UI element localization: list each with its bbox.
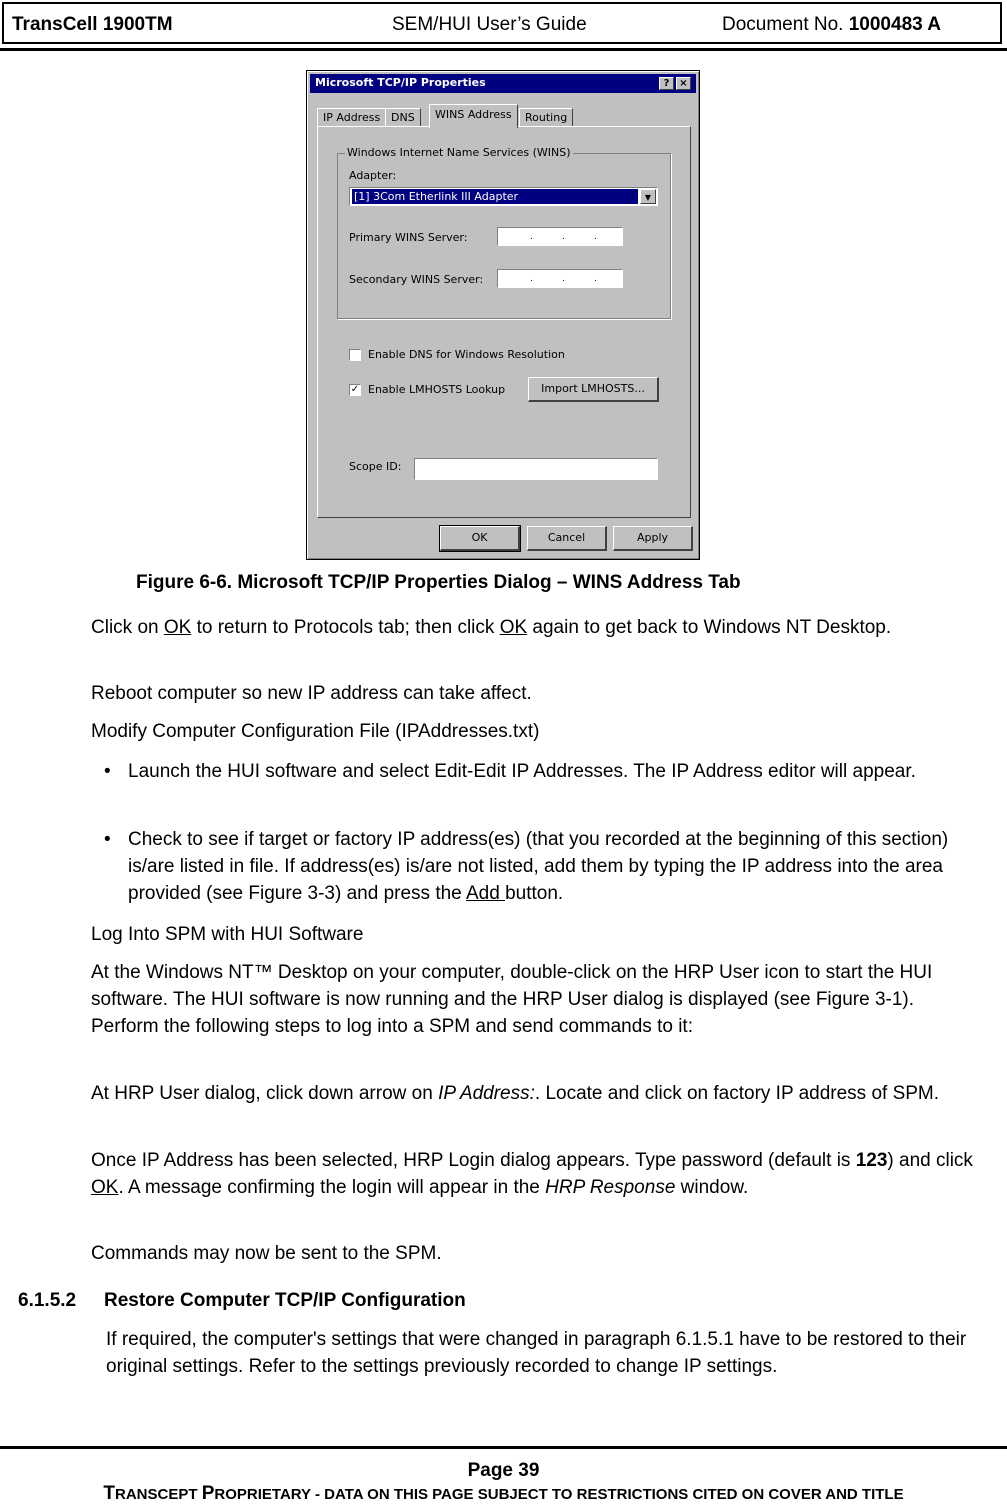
tcpip-properties-dialog [306,70,700,560]
paragraph-login-dialog: Once IP Address has been selected, HRP Login dialog appears. Type password (default is 123) and click OK. A message confirming the login will appear in the HRP Response window. [91,1150,973,1198]
tab-ip-address[interactable]: IP Address [317,108,386,127]
close-button[interactable]: × [676,77,691,90]
import-lmhosts-button[interactable]: Import LMHOSTS... [528,377,659,402]
ok-button[interactable]: OK [440,526,520,551]
primary-wins-label: Primary WINS Server: [349,231,468,244]
dialog-title: Microsoft TCP/IP Properties [315,76,486,89]
paragraph-reboot: Reboot computer so new IP address can take affect. [91,683,532,704]
enable-dns-checkbox[interactable] [349,349,361,361]
tab-dns[interactable]: DNS [385,108,421,127]
paragraph-click-ok: Click on OK to return to Protocols tab; then click OK again to get back to Windows NT Desktop. [91,617,892,638]
section-number: 6.1.5.2 [18,1290,77,1311]
tab-routing[interactable]: Routing [519,108,573,127]
wins-tab-panel [317,126,691,518]
dialog-titlebar [310,74,696,93]
paragraph-modify-config: Modify Computer Configuration File (IPAddresses.txt) [91,721,540,742]
list-item-launch: • Launch the HUI software and select Edit-Edit IP Addresses. The IP Address editor will appear. [104,761,916,782]
paragraph-windows-desktop: At the Windows NT™ Desktop on your computer, double-click on the HRP User icon to start the HUI software. The HUI software is now running and the HRP User dialog is displayed (see Figure 3-1). Perform the following steps to log into a SPM and send commands to it: [91,962,933,1037]
proprietary-notice: TRANSCEPT PROPRIETARY - DATA ON THIS PAGE SUBJECT TO RESTRICTIONS CITED ON COVER AND TITLE [103,1483,904,1504]
paragraph-ip-address-select: At HRP User dialog, click down arrow on IP Address:. Locate and click on factory IP address of SPM. [91,1083,940,1104]
list-item-check-address: • Check to see if target or factory IP address(es) (that you recorded at the beginning of this section) is/are listed in file. If address(es) is/are not listed, add them by typing the IP address into the area provided (see Figure 3-3) and press the Add button. [104,829,949,904]
header-guide-title: SEM/HUI User’s Guide [392,14,587,35]
paragraph-commands: Commands may now be sent to the SPM. [91,1243,442,1264]
cancel-button[interactable]: Cancel [527,526,607,551]
paragraph-restore: If required, the computer's settings that were changed in paragraph 6.1.5.1 have to be restored to their original settings. Refer to the settings previously recorded to change IP settings. [106,1329,967,1377]
header-rule [0,48,1007,51]
page-number: Page 39 [467,1460,540,1481]
enable-lmhosts-checkbox[interactable]: ✓ [350,384,360,395]
enable-dns-label: Enable DNS for Windows Resolution [368,348,565,361]
header-product: TransCell 1900TM [12,14,173,35]
section-title: Restore Computer TCP/IP Configuration [104,1290,466,1311]
secondary-wins-label: Secondary WINS Server: [349,273,484,286]
tab-wins-address[interactable]: WINS Address [429,104,518,128]
scope-id-input[interactable] [414,458,658,480]
scope-id-label: Scope ID: [349,460,402,473]
chevron-down-icon[interactable]: ▼ [640,189,656,204]
page-header [2,2,1002,44]
enable-lmhosts-label: Enable LMHOSTS Lookup [368,383,506,396]
wins-group-title: Windows Internet Name Services (WINS) [347,146,571,159]
primary-wins-input[interactable]: . . . [497,227,623,246]
figure-caption: Figure 6-6. Microsoft TCP/IP Properties Dialog – WINS Address Tab [136,572,741,593]
apply-button[interactable]: Apply [613,526,693,551]
adapter-select[interactable] [349,187,658,206]
help-button[interactable]: ? [659,77,674,90]
paragraph-login-heading: Log Into SPM with HUI Software [91,924,364,945]
footer-rule [0,1446,1007,1449]
adapter-label: Adapter: [349,169,397,182]
adapter-selected-value: [1] 3Com Etherlink III Adapter [352,189,638,204]
secondary-wins-input[interactable]: . . . [497,269,623,288]
header-document-number: Document No. 1000483 A [722,14,941,35]
